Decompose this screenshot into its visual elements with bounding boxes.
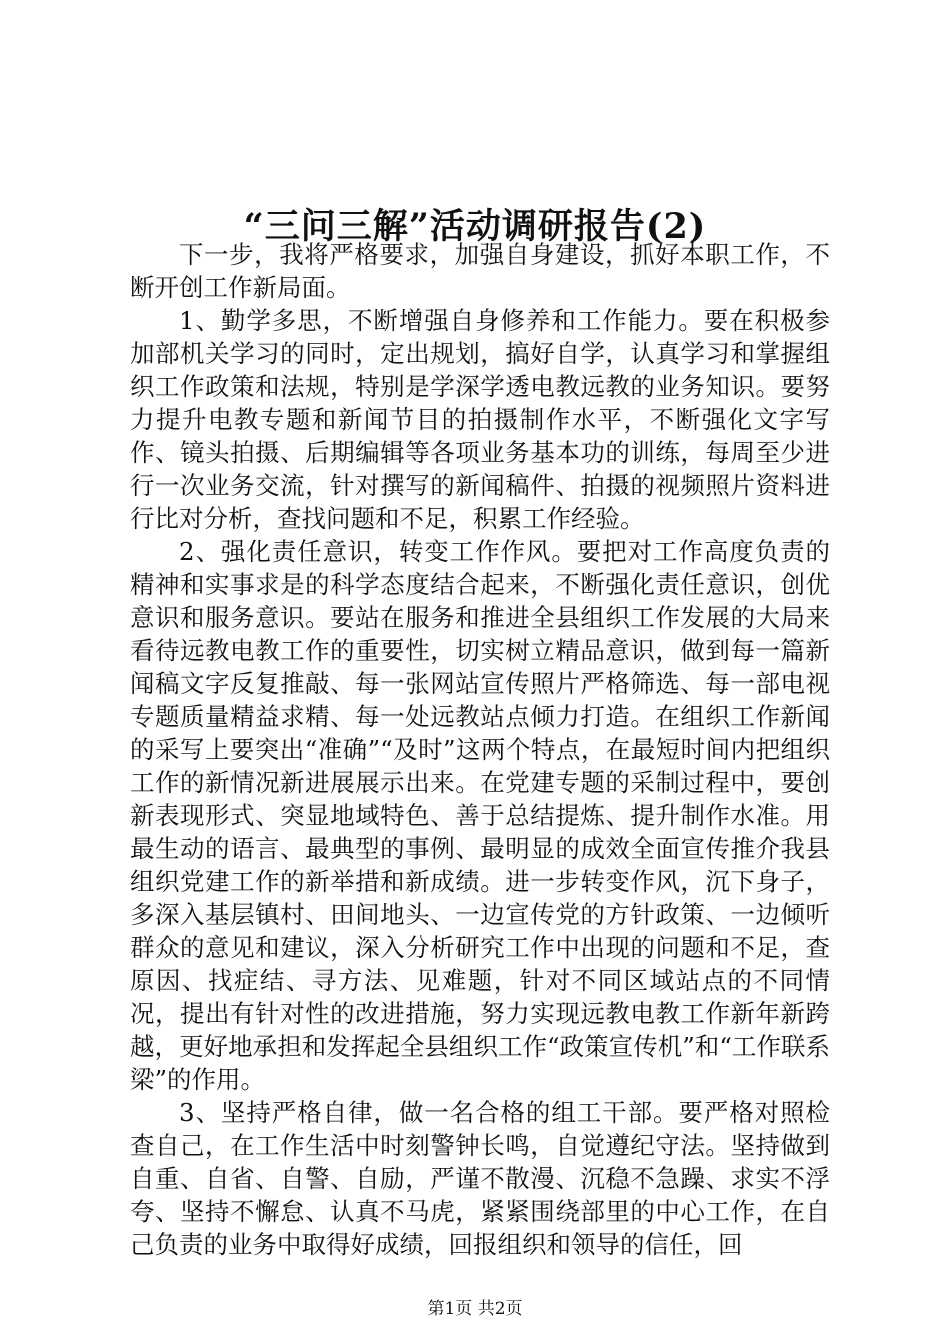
paragraph-2: 2、强化责任意识，转变工作作风。要把对工作高度负责的精神和实事求是的科学态度结合起来，不断强化责任意识，创优意识和服务意识。要站在服务和推进全县组织工作发展的大局来看待远教电教工作的重要性，切实树立精品意识，做到每一篇新闻稿文字反复推敲、每一张网站宣传照片严格筛选、每一部电视专题质量精益求精、每一处远教站点倾力打造。在组织工作新闻的采写上要突出“准确”“及时”这两个特点，在最短时间内把组织工作的新情况新进展展示出来。在党建专题的采制过程中，要创新表现形式、突显地域特色、善于总结提炼、提升制作水准。用最生动的语言、最典型的事例、最明显的成效全面宣传推介我县组织党建工作的新举措和新成绩。进一步转变作风，沉下身子，多深入基层镇村、田间地头、一边宣传党的方针政策、一边倾听群众的意见和建议，深入分析研究工作中出现的问题和不足，查原因、找症结、寻方法、见难题，针对不同区域站点的不同情况，提出有针对性的改进措施，努力实现远教电教工作新年新跨越，更好地承担和发挥起全县组织工作“政策宣传机”和“工作联系梁”的作用。 — [130, 537, 830, 1094]
page-footer: 第1页 共2页 — [427, 1299, 523, 1319]
document-title: “三问三解”活动调研报告(2) — [243, 206, 707, 248]
paragraph-intro: 下一步，我将严格要求，加强自身建设，抓好本职工作，不断开创工作新局面。 — [130, 240, 830, 302]
paragraph-1: 1、勤学多思，不断增强自身修养和工作能力。要在积极参加部机关学习的同时，定出规划，搞好自学，认真学习和掌握组织工作政策和法规，特别是学深学透电教远教的业务知识。要努力提升电教专题和新闻节目的拍摄制作水平，不断强化文字写作、镜头拍摄、后期编辑等各项业务基本功的训练，每周至少进行一次业务交流，针对撰写的新闻稿件、拍摄的视频照片资料进行比对分析，查找问题和不足，积累工作经验。 — [130, 306, 830, 533]
paragraph-3: 3、坚持严格自律，做一名合格的组工干部。要严格对照检查自己，在工作生活中时刻警钟长鸣，自觉遵纪守法。坚持做到自重、自省、自警、自励，严谨不散漫、沉稳不急躁、求实不浮夸、坚持不懈怠、认真不马虎，紧紧围绕部里的中心工作，在自己负责的业务中取得好成绩，回报组织和领导的信任，回 — [130, 1098, 830, 1259]
document-body — [130, 238, 830, 1261]
